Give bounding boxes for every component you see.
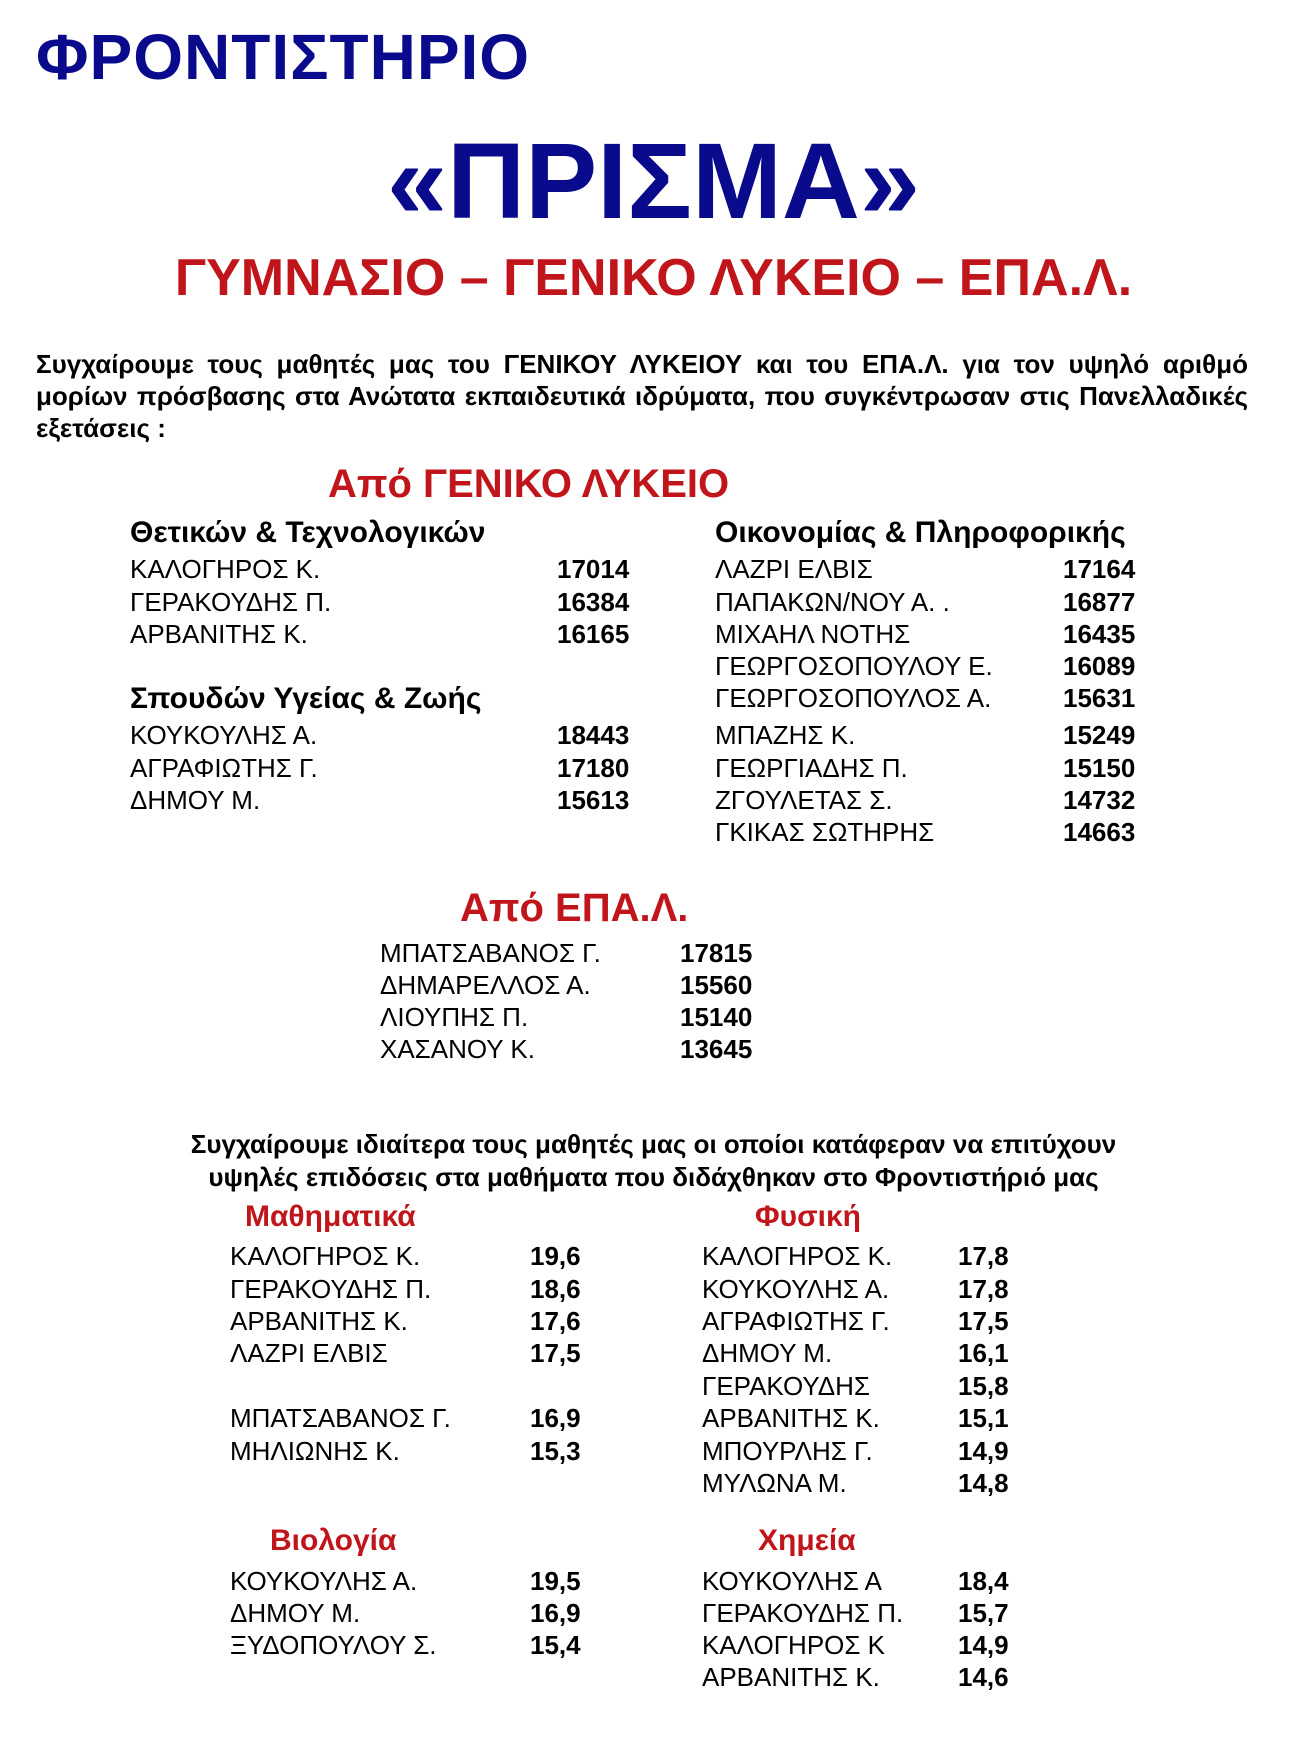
student-name: ΜΥΛΩΝΑ Μ. bbox=[702, 1468, 847, 1498]
student-name: ΠΑΠΑΚΩΝ/ΝΟΥ Α. . bbox=[715, 587, 950, 617]
levels-heading: ΓΥΜΝΑΣΙΟ – ΓΕΝΙΚΟ ΛΥΚΕΙΟ – ΕΠΑ.Λ. bbox=[174, 249, 1133, 307]
student-name: ΑΓΡΑΦΙΩΤΗΣ Γ. bbox=[130, 753, 318, 783]
student-score: 17,6 bbox=[530, 1306, 581, 1336]
student-name: ΓΚΙΚΑΣ ΣΩΤΗΡΗΣ bbox=[715, 817, 935, 847]
student-name: ΓΕΡΑΚΟΥΔΗΣ Π. bbox=[130, 587, 332, 617]
student-name: ΓΕΡΑΚΟΥΔΗΣ Π. bbox=[702, 1598, 904, 1628]
school-label: ΦΡΟΝΤΙΣΤΗΡΙΟ bbox=[36, 21, 531, 93]
student-name: ΓΕΩΡΓΙΑΔΗΣ Π. bbox=[715, 753, 908, 783]
student-name: ΑΓΡΑΦΙΩΤΗΣ Γ. bbox=[702, 1306, 890, 1336]
student-name: ΚΑΛΟΓΗΡΟΣ Κ. bbox=[230, 1241, 421, 1271]
student-score: 13645 bbox=[680, 1034, 753, 1064]
student-score: 14732 bbox=[1063, 785, 1136, 815]
student-score: 17,5 bbox=[530, 1338, 581, 1368]
student-score: 15631 bbox=[1063, 683, 1136, 713]
student-score: 18443 bbox=[557, 720, 630, 750]
student-score: 16,1 bbox=[958, 1338, 1009, 1368]
student-name: ΚΑΛΟΓΗΡΟΣ Κ. bbox=[130, 554, 321, 584]
student-score: 15,1 bbox=[958, 1403, 1009, 1433]
student-score: 16165 bbox=[557, 619, 630, 649]
student-name: ΞΥΔΟΠΟΥΛΟΥ Σ. bbox=[230, 1630, 437, 1660]
student-score: 17,8 bbox=[958, 1241, 1009, 1271]
student-score: 17815 bbox=[680, 938, 753, 968]
student-name: ΚΑΛΟΓΗΡΟΣ Κ. bbox=[702, 1241, 893, 1271]
student-score: 18,4 bbox=[958, 1566, 1009, 1596]
student-name: ΚΟΥΚΟΥΛΗΣ Α. bbox=[230, 1566, 418, 1596]
student-name: ΚΑΛΟΓΗΡΟΣ Κ bbox=[702, 1630, 886, 1660]
student-score: 17,5 bbox=[958, 1306, 1009, 1336]
student-score: 16384 bbox=[557, 587, 630, 617]
student-score: 15,8 bbox=[958, 1371, 1009, 1401]
student-score: 14,8 bbox=[958, 1468, 1009, 1498]
student-name: ΧΑΣΑΝΟΥ Κ. bbox=[380, 1034, 535, 1064]
student-score: 14,9 bbox=[958, 1630, 1009, 1660]
chemistry-heading: Χημεία bbox=[758, 1524, 856, 1557]
student-name: ΔΗΜΟΥ Μ. bbox=[702, 1338, 833, 1368]
student-score: 15140 bbox=[680, 1002, 753, 1032]
student-name: ΓΕΩΡΓΟΣΟΠΟΥΛΟΥ Ε. bbox=[715, 651, 993, 681]
student-name: ΓΕΡΑΚΟΥΔΗΣ Π. bbox=[230, 1274, 432, 1304]
student-name: ΓΕΡΑΚΟΥΔΗΣ bbox=[702, 1371, 870, 1401]
biology-heading: Βιολογία bbox=[270, 1524, 397, 1557]
student-score: 15560 bbox=[680, 970, 753, 1000]
oikonomias-heading: Οικονομίας & Πληροφορικής bbox=[715, 516, 1126, 549]
congrats-line-2: υψηλές επιδόσεις στα μαθήματα που διδάχθηκαν στο Φροντιστήριό μας bbox=[208, 1162, 1099, 1192]
congrats-line-1: Συγχαίρουμε ιδιαίτερα τους μαθητές μας οι οποίοι κατάφεραν να επιτύχουν bbox=[190, 1129, 1117, 1159]
student-score: 16089 bbox=[1063, 651, 1136, 681]
student-score: 15,4 bbox=[530, 1630, 581, 1660]
student-name: ΜΗΛΙΩΝΗΣ Κ. bbox=[230, 1436, 400, 1466]
student-score: 14,6 bbox=[958, 1662, 1009, 1692]
student-score: 17180 bbox=[557, 753, 630, 783]
student-name: ΔΗΜΟΥ Μ. bbox=[230, 1598, 361, 1628]
student-score: 18,6 bbox=[530, 1274, 581, 1304]
student-score: 14,9 bbox=[958, 1436, 1009, 1466]
student-score: 17164 bbox=[1063, 554, 1136, 584]
student-score: 16435 bbox=[1063, 619, 1136, 649]
student-score: 15,3 bbox=[530, 1436, 581, 1466]
student-score: 14663 bbox=[1063, 817, 1136, 847]
student-score: 15,7 bbox=[958, 1598, 1009, 1628]
student-name: ΚΟΥΚΟΥΛΗΣ Α. bbox=[702, 1274, 890, 1304]
geniko-heading: Από ΓΕΝΙΚΟ ΛΥΚΕΙΟ bbox=[328, 462, 730, 506]
student-score: 16,9 bbox=[530, 1403, 581, 1433]
student-name: ΛΑΖΡΙ ΕΛΒΙΣ bbox=[230, 1338, 388, 1368]
student-score: 17,8 bbox=[958, 1274, 1009, 1304]
math-heading: Μαθηματικά bbox=[245, 1200, 416, 1233]
student-name: ΓΕΩΡΓΟΣΟΠΟΥΛΟΣ Α. bbox=[715, 683, 992, 713]
student-score: 19,6 bbox=[530, 1241, 581, 1271]
ygeias-heading: Σπουδών Υγείας & Ζωής bbox=[130, 682, 482, 715]
student-name: ΑΡΒΑΝΙΤΗΣ Κ. bbox=[130, 619, 308, 649]
student-name: ΔΗΜΑΡΕΛΛΟΣ Α. bbox=[380, 970, 591, 1000]
student-name: ΜΙΧΑΗΛ ΝΟΤΗΣ bbox=[715, 619, 911, 649]
student-name: ΜΠΑΤΣΑΒΑΝΟΣ Γ. bbox=[380, 938, 601, 968]
student-name: ΑΡΒΑΝΙΤΗΣ Κ. bbox=[702, 1662, 880, 1692]
student-name: ΑΡΒΑΝΙΤΗΣ Κ. bbox=[702, 1403, 880, 1433]
student-score: 15150 bbox=[1063, 753, 1136, 783]
student-name: ΑΡΒΑΝΙΤΗΣ Κ. bbox=[230, 1306, 408, 1336]
student-score: 16,9 bbox=[530, 1598, 581, 1628]
student-score: 16877 bbox=[1063, 587, 1136, 617]
student-score: 15613 bbox=[557, 785, 630, 815]
student-name: ΜΠΑΤΣΑΒΑΝΟΣ Γ. bbox=[230, 1403, 451, 1433]
student-score: 19,5 bbox=[530, 1566, 581, 1596]
epal-heading: Από ΕΠΑ.Λ. bbox=[460, 886, 689, 930]
school-name: «ΠΡΙΣΜΑ» bbox=[387, 120, 920, 241]
student-name: ΛΑΖΡΙ ΕΛΒΙΣ bbox=[715, 554, 873, 584]
student-name: ΜΠΑΖΗΣ Κ. bbox=[715, 720, 856, 750]
student-name: ΚΟΥΚΟΥΛΗΣ Α bbox=[702, 1566, 882, 1596]
student-name: ΖΓΟΥΛΕΤΑΣ Σ. bbox=[715, 785, 893, 815]
physics-heading: Φυσική bbox=[755, 1200, 861, 1233]
student-score: 17014 bbox=[557, 554, 630, 584]
student-score: 15249 bbox=[1063, 720, 1136, 750]
student-name: ΛΙΟΥΠΗΣ Π. bbox=[380, 1002, 529, 1032]
student-name: ΔΗΜΟΥ Μ. bbox=[130, 785, 261, 815]
intro-paragraph: Συγχαίρουμε τους μαθητές μας του ΓΕΝΙΚΟΥ ΛΥΚΕΙΟΥ και του ΕΠΑ.Λ. για τον υψηλό αριθμό μορίων πρόσβασης στα Ανώτατα εκπαιδευτικά ιδρύματα, που συγκέντρωσαν στις Πανελλαδικές εξετάσεις : bbox=[36, 349, 1248, 443]
student-name: ΚΟΥΚΟΥΛΗΣ Α. bbox=[130, 720, 318, 750]
thetikon-heading: Θετικών & Τεχνολογικών bbox=[130, 516, 486, 549]
student-name: ΜΠΟΥΡΛΗΣ Γ. bbox=[702, 1436, 873, 1466]
congrats-paragraph bbox=[0, 1128, 1307, 1194]
